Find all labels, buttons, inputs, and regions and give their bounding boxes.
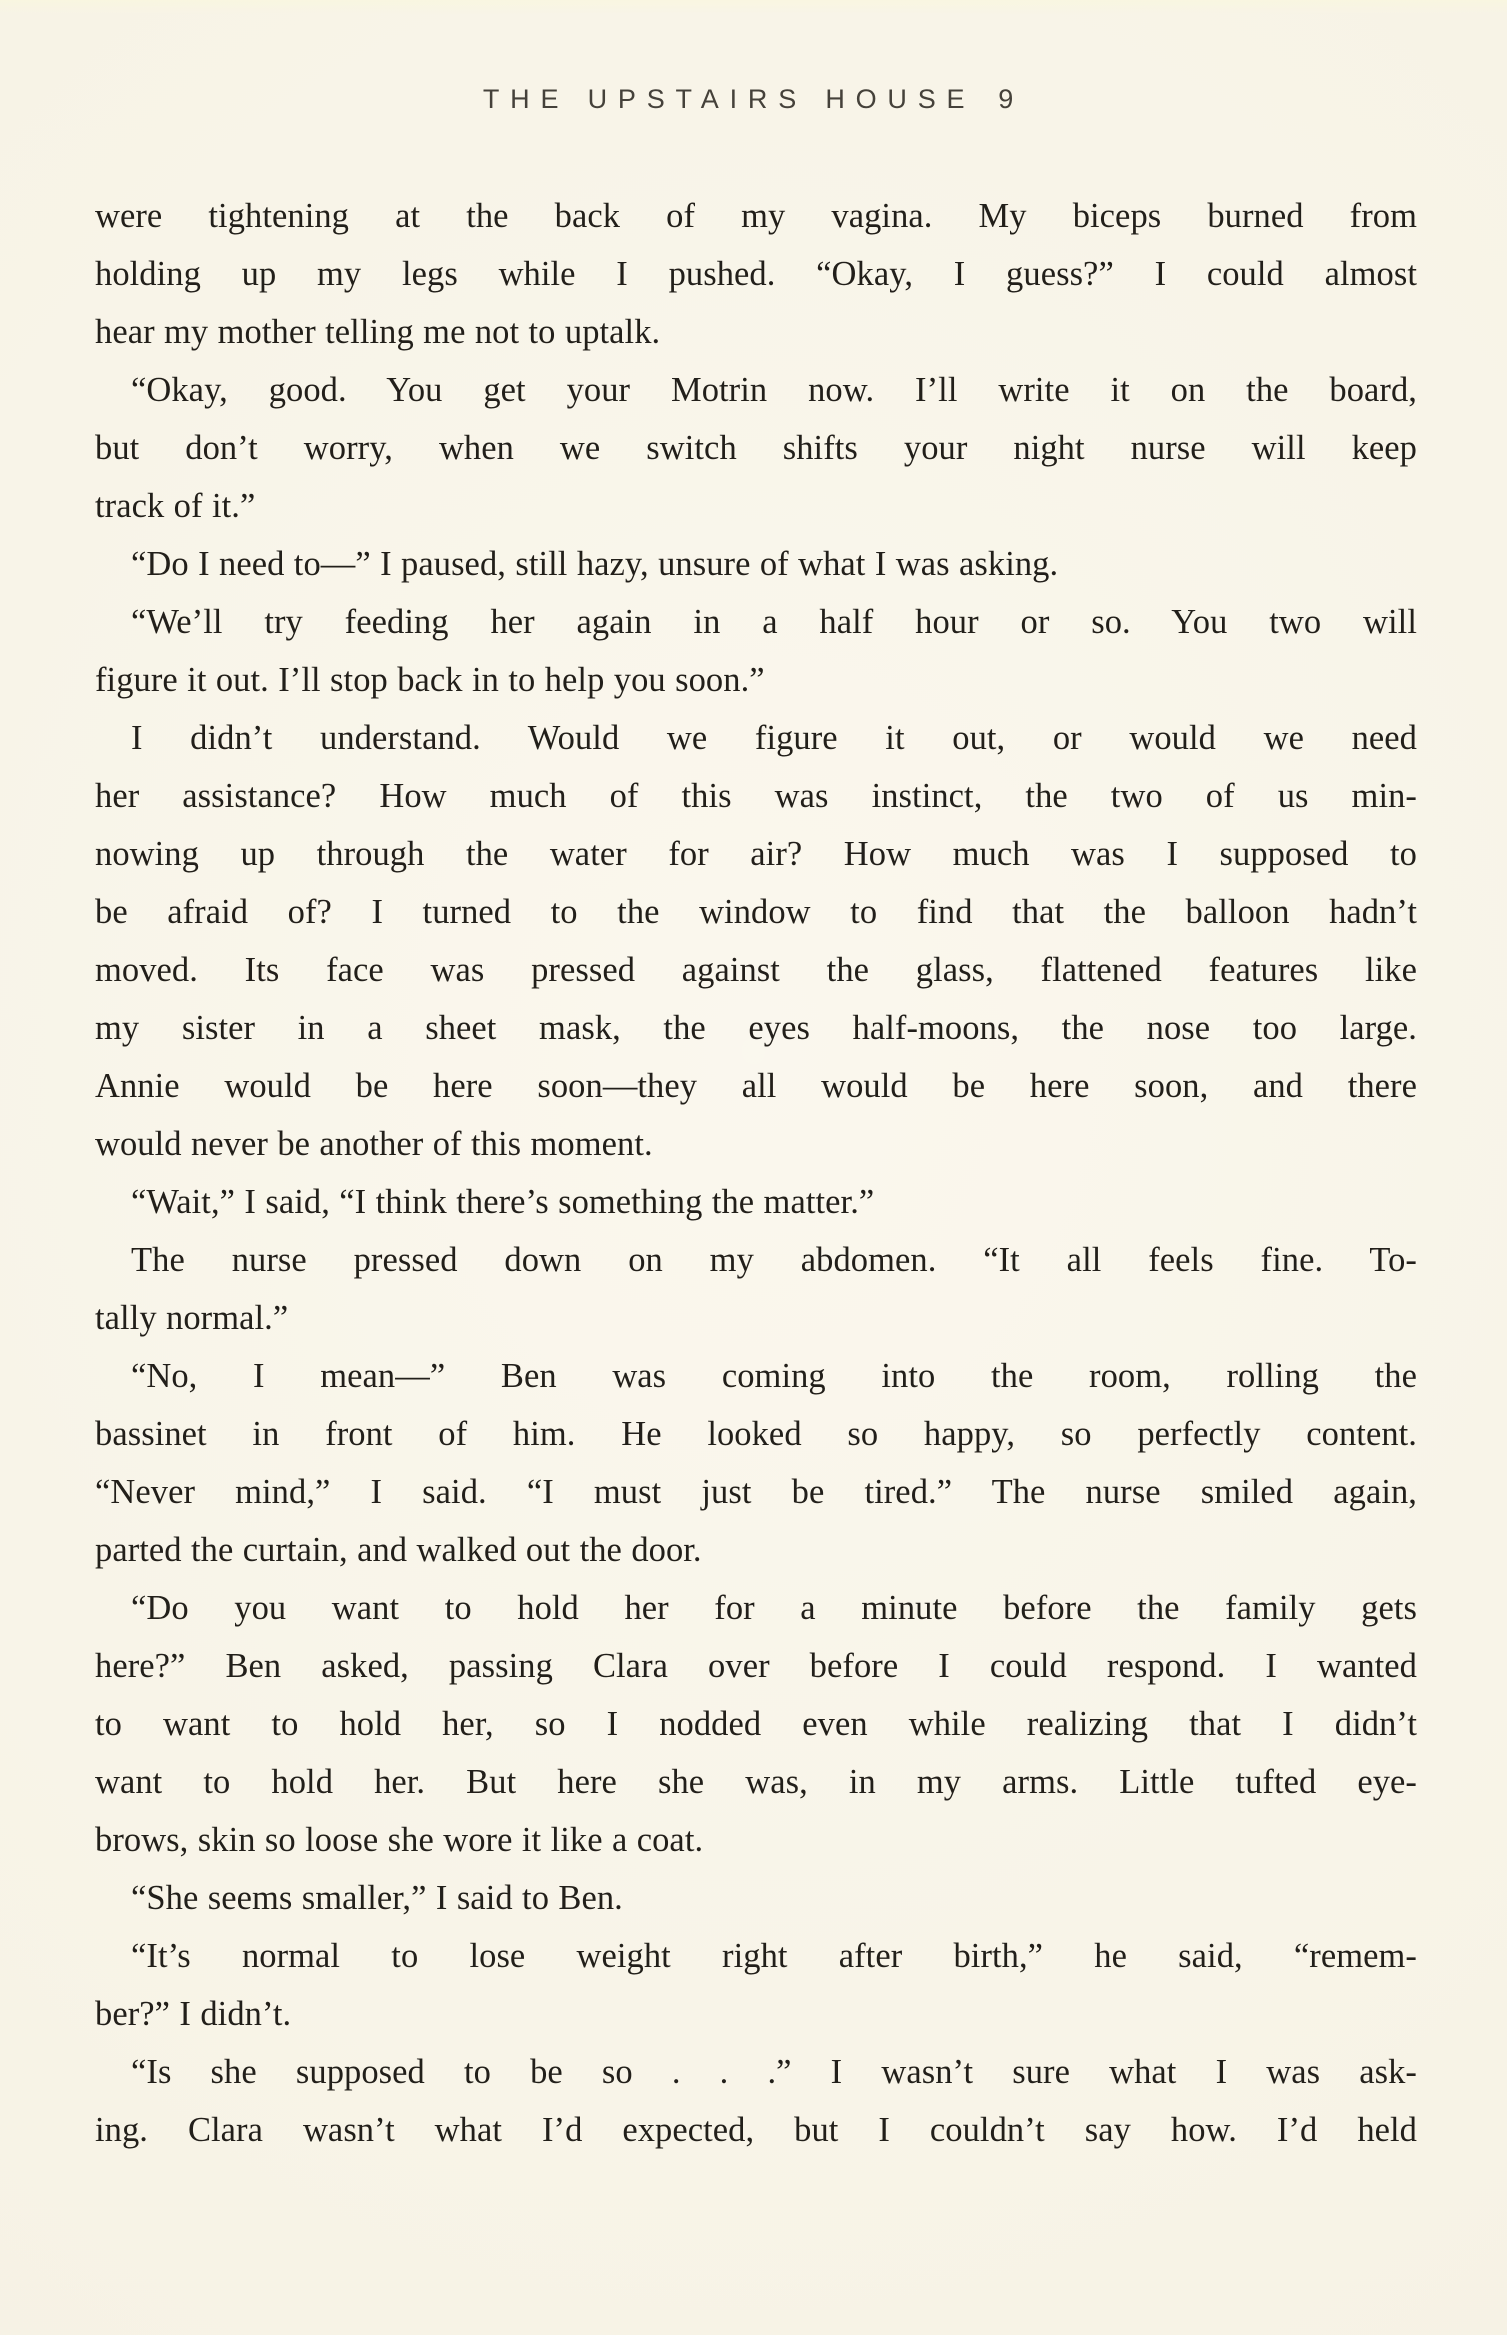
text-line: The nurse pressed down on my abdomen. “It all feels fine. To- — [131, 1241, 1417, 1279]
text-line: “No, I mean—” Ben was coming into the room, rolling the — [131, 1357, 1417, 1395]
text-line: “Wait,” I said, “I think there’s something the matter.” — [131, 1183, 875, 1221]
text-line: but don’t worry, when we switch shifts your night nurse will keep — [95, 429, 1417, 467]
text-line: holding up my legs while I pushed. “Okay, I guess?” I could almost — [95, 255, 1417, 293]
running-header — [0, 84, 1507, 115]
text-line: Annie would be here soon—they all would be here soon, and there — [95, 1067, 1417, 1105]
page-number: 9 — [998, 84, 1025, 114]
text-line: “Do I need to—” I paused, still hazy, unsure of what I was asking. — [131, 545, 1059, 583]
text-line: parted the curtain, and walked out the door. — [95, 1531, 702, 1569]
text-line: brows, skin so loose she wore it like a coat. — [95, 1821, 704, 1859]
page-body — [95, 187, 1417, 2159]
text-line: here?” Ben asked, passing Clara over before I could respond. I wanted — [95, 1647, 1417, 1685]
text-line: track of it.” — [95, 487, 256, 525]
text-line: “It’s normal to lose weight right after birth,” he said, “remem- — [131, 1937, 1417, 1975]
text-line: “She seems smaller,” I said to Ben. — [131, 1879, 623, 1917]
text-line: I didn’t understand. Would we figure it out, or would we need — [131, 719, 1417, 757]
text-line: to want to hold her, so I nodded even while realizing that I didn’t — [95, 1705, 1417, 1743]
text-line: hear my mother telling me not to uptalk. — [95, 313, 661, 351]
text-line: ber?” I didn’t. — [95, 1995, 292, 2033]
text-line: ing. Clara wasn’t what I’d expected, but I couldn’t say how. I’d held — [95, 2111, 1417, 2149]
text-line: “Do you want to hold her for a minute before the family gets — [131, 1589, 1417, 1627]
text-line: figure it out. I’ll stop back in to help you soon.” — [95, 661, 765, 699]
text-line: be afraid of? I turned to the window to find that the balloon hadn’t — [95, 893, 1417, 931]
text-line: want to hold her. But here she was, in my arms. Little tufted eye- — [95, 1763, 1417, 1801]
text-line: would never be another of this moment. — [95, 1125, 653, 1163]
text-line: “We’ll try feeding her again in a half hour or so. You two will — [131, 603, 1417, 641]
text-line: were tightening at the back of my vagina. My biceps burned from — [95, 197, 1417, 235]
text-line: “Okay, good. You get your Motrin now. I’ll write it on the board, — [131, 371, 1417, 409]
text-line: tally normal.” — [95, 1299, 289, 1337]
text-line: “Never mind,” I said. “I must just be tired.” The nurse smiled again, — [95, 1473, 1417, 1511]
running-header-title: THE UPSTAIRS HOUSE — [482, 84, 976, 114]
text-line: moved. Its face was pressed against the glass, flattened features like — [95, 951, 1417, 989]
text-line: bassinet in front of him. He looked so happy, so perfectly content. — [95, 1415, 1417, 1453]
text-line: her assistance? How much of this was instinct, the two of us min- — [95, 777, 1417, 815]
text-line: my sister in a sheet mask, the eyes half-moons, the nose too large. — [95, 1009, 1417, 1047]
text-line: nowing up through the water for air? How much was I supposed to — [95, 835, 1417, 873]
text-line: “Is she supposed to be so . . .” I wasn’t sure what I was ask- — [131, 2053, 1417, 2091]
